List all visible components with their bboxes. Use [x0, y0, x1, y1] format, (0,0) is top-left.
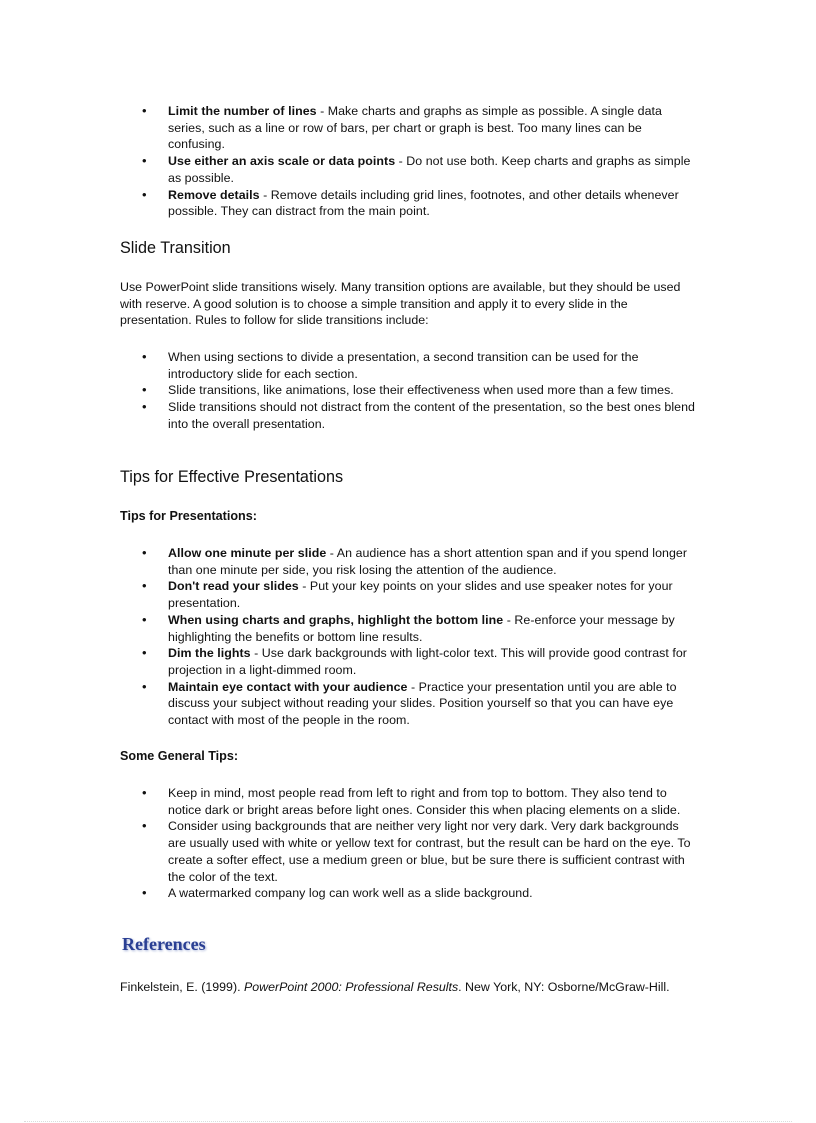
list-item: • Dim the lights - Use dark backgrounds with light-color text. This will provide good contrast for projection in a light-dimmed room. [120, 645, 700, 678]
slide-transition-list [120, 349, 700, 433]
tips-heading: Tips for Effective Presentations [120, 468, 344, 486]
reference-entry: Finkelstein, E. (1999). PowerPoint 2000: Professional Results. New York, NY: Osborne/McGraw-Hill. [120, 980, 670, 994]
tips-for-presentations-label: Tips for Presentations: [120, 509, 257, 523]
presentation-tips-list [120, 545, 700, 729]
general-tips-list [120, 785, 700, 902]
list-item: • When using charts and graphs, highlight the bottom line - Re-enforce your message by highlighting the benefits or bottom line results. [120, 612, 700, 645]
list-item: • Use either an axis scale or data points - Do not use both. Keep charts and graphs as simple as possible. [120, 153, 700, 186]
general-tips-label: Some General Tips: [120, 749, 239, 763]
references-heading: References [122, 934, 206, 954]
page-divider [24, 1121, 792, 1122]
list-item: • Keep in mind, most people read from left to right and from top to bottom. They also tend to notice dark or bright areas before light ones. Consider this when placing elements on a slide. [120, 785, 700, 818]
chart-tips-list [120, 103, 700, 220]
slide-transition-heading: Slide Transition [120, 239, 231, 257]
list-item: • Maintain eye contact with your audience - Practice your presentation until you are able to discuss your subject without reading your slides. Position yourself so that you can have eye contact with most of the people in the room. [120, 679, 700, 729]
list-item: • Slide transitions, like animations, lose their effectiveness when used more than a few times. [120, 382, 700, 399]
list-item: • Slide transitions should not distract from the content of the presentation, so the best ones blend into the overall presentation. [120, 399, 700, 432]
list-item: • When using sections to divide a presentation, a second transition can be used for the introductory slide for each section. [120, 349, 700, 382]
list-item: • Limit the number of lines - Make charts and graphs as simple as possible. A single data series, such as a line or row of bars, per chart or graph is best. Too many lines can be confusing. [120, 103, 700, 153]
list-item: • Don't read your slides - Put your key points on your slides and use speaker notes for your presentation. [120, 578, 700, 611]
slide-transition-paragraph: Use PowerPoint slide transitions wisely. Many transition options are available, but they should be used with reserve. A good solution is to choose a simple transition and apply it to every slide in the presentation. Rules to follow for slide transitions include: [120, 280, 681, 328]
list-item: • Remove details - Remove details including grid lines, footnotes, and other details whenever possible. They can distract from the main point. [120, 187, 700, 220]
list-item: • A watermarked company log can work well as a slide background. [120, 885, 700, 902]
list-item: • Consider using backgrounds that are neither very light nor very dark. Very dark backgrounds are usually used with white or yellow text for contrast, but the result can be hard on the eye. To create a softer effect, use a medium green or blue, but be sure there is sufficient contrast with the color of the text. [120, 818, 700, 885]
list-item: • Allow one minute per slide - An audience has a short attention span and if you spend longer than one minute per side, you risk losing the attention of the audience. [120, 545, 700, 578]
